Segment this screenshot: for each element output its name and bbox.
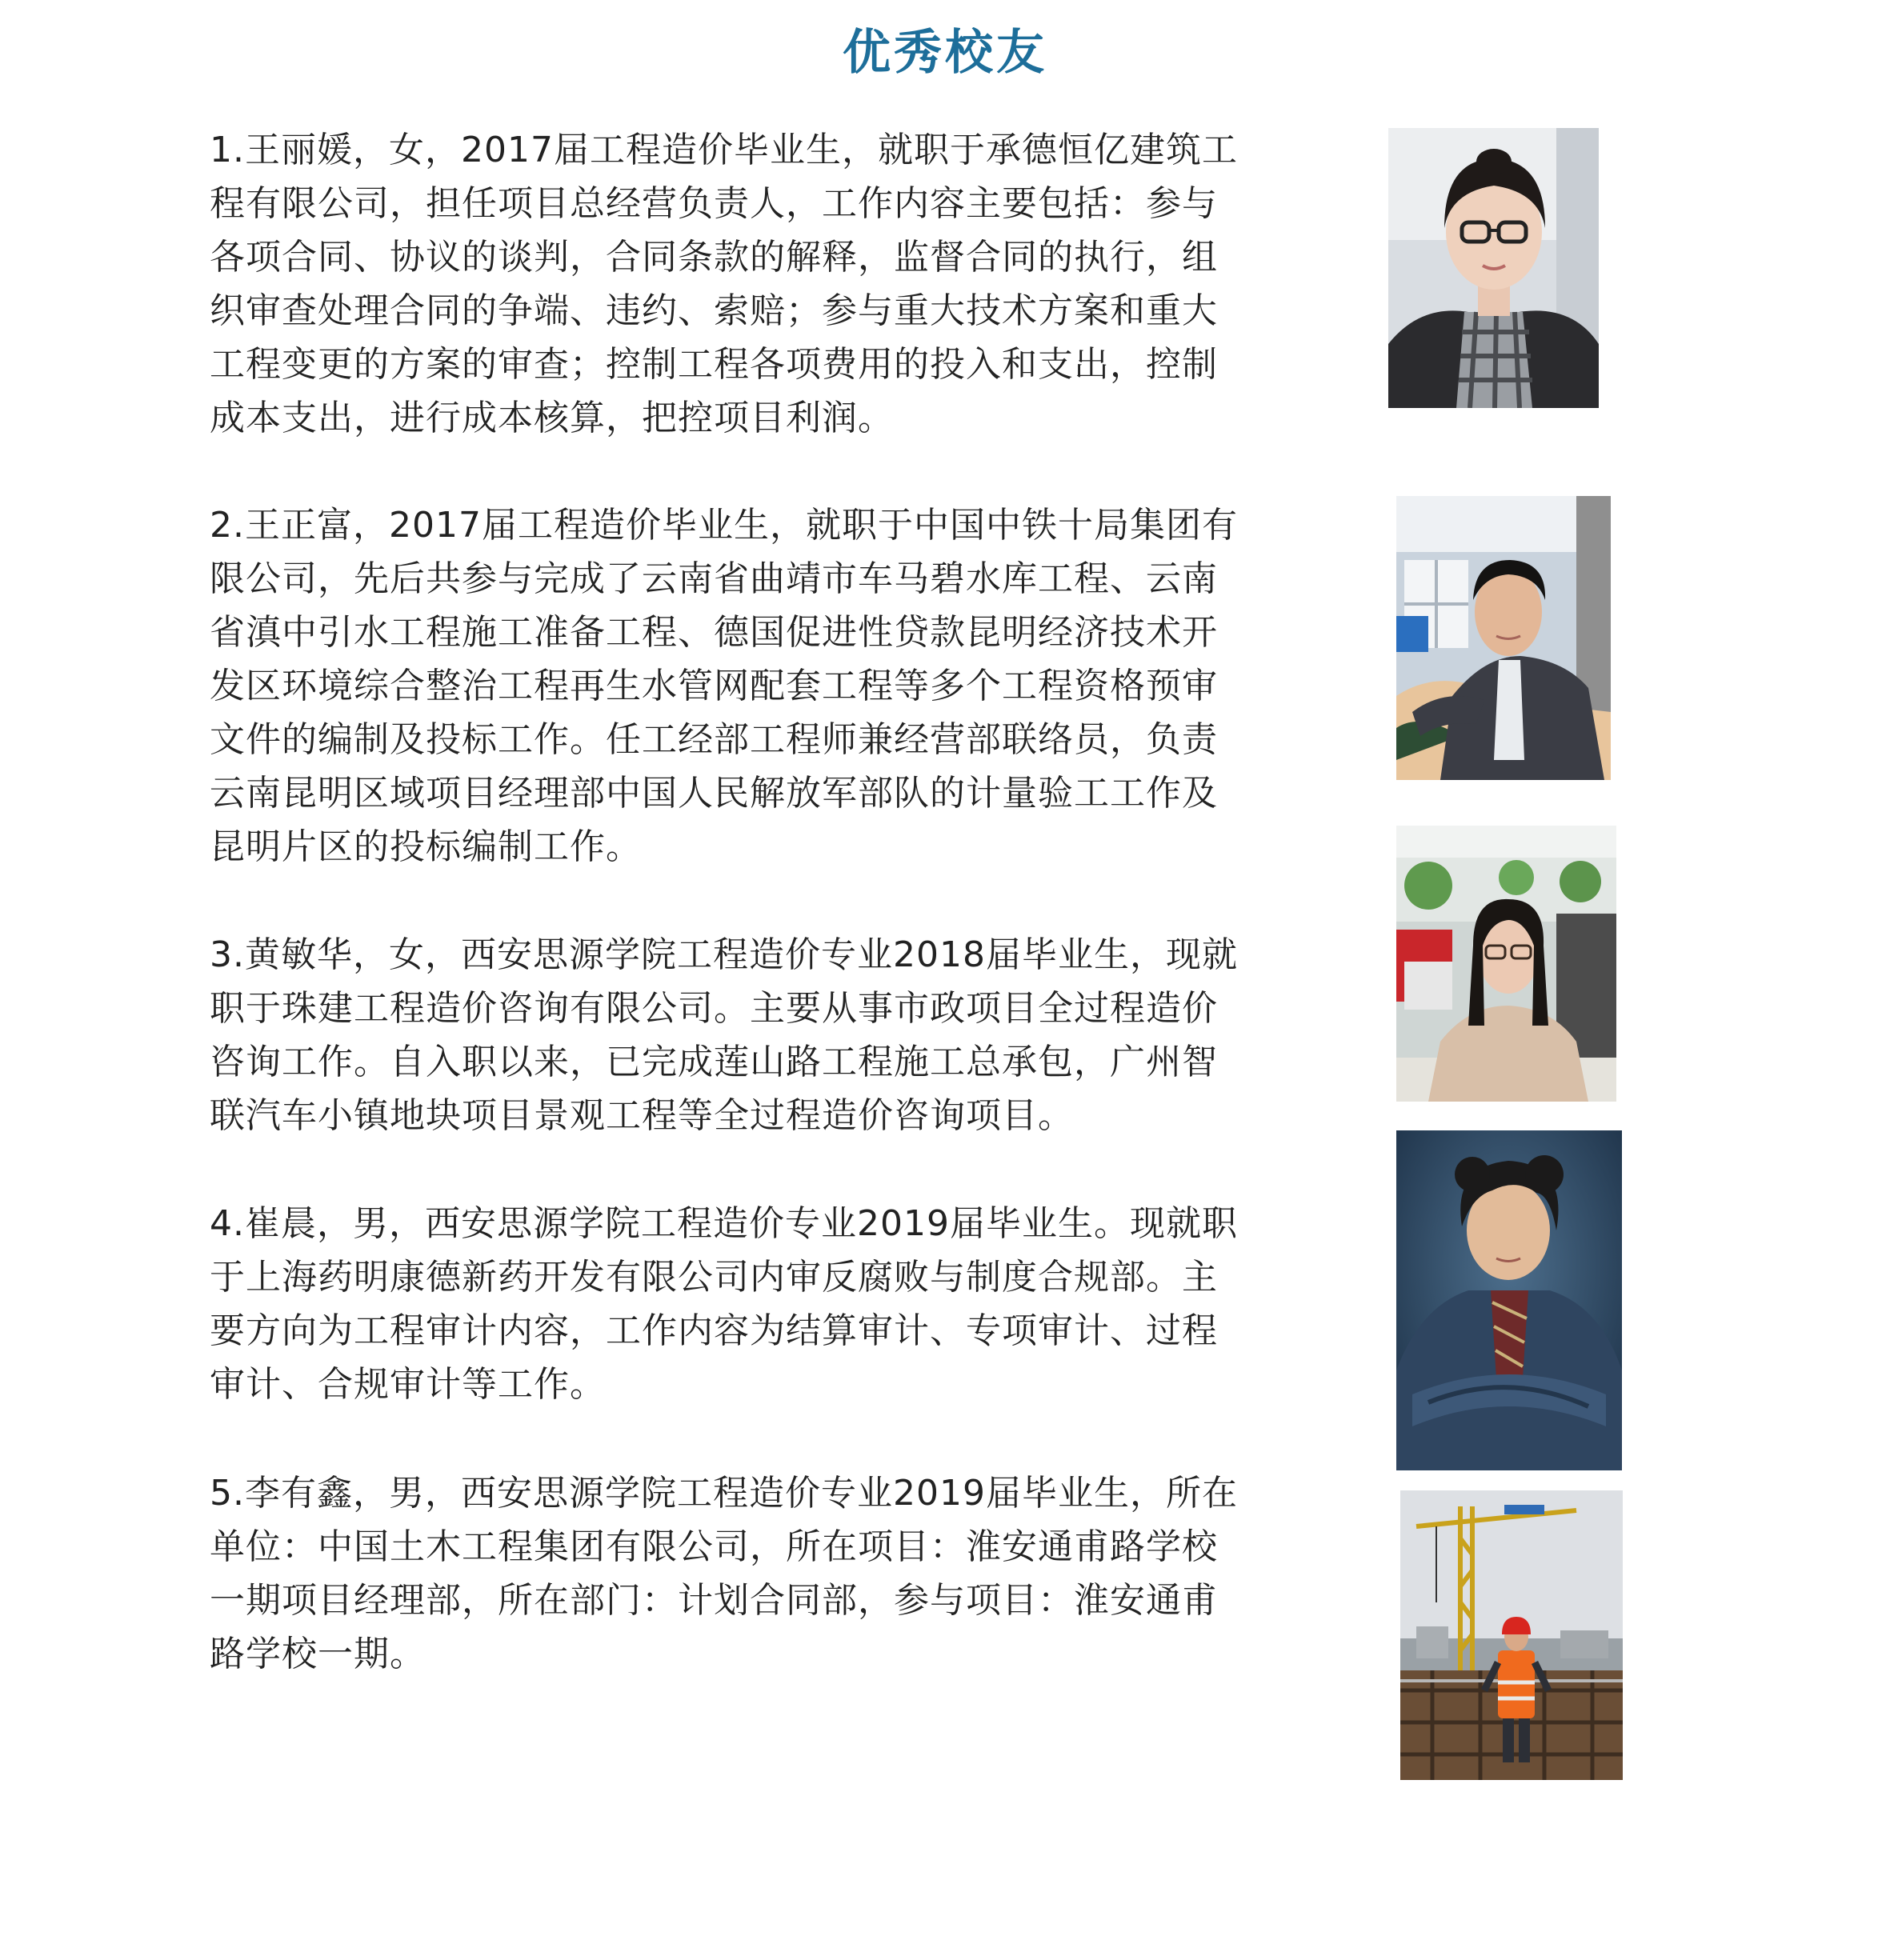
alumni-photo-2 — [1396, 496, 1611, 780]
alumni-entry-2: 2.王正富，2017届工程造价毕业生，就职于中国中铁十局集团有限公司，先后共参与完成了云南省曲靖市车马碧水库工程、云南省滇中引水工程施工准备工程、德国促进性贷款昆明经济技术开发区环境综合整治工程再生水管网配套工程等多个工程资格预审文件的编制及投标工作。任工经部工程师兼经营部联络员，负责云南昆明区域项目经理部中国人民解放军部队的计量验工工作及昆明片区的投标编制工作。 — [210, 505, 1238, 867]
alumni-photo-1 — [1388, 128, 1599, 408]
alumni-entry-4: 4.崔晨，男，西安思源学院工程造价专业2019届毕业生。现就职于上海药明康德新药开发有限公司内审反腐败与制度合规部。主要方向为工程审计内容，工作内容为结算审计、专项审计、过程审计、合规审计等工作。 — [210, 1203, 1238, 1405]
portrait-man-studio-icon — [1396, 1130, 1622, 1470]
alumni-photo-4 — [1396, 1130, 1622, 1470]
alumni-entry-3: 3.黄敏华，女，西安思源学院工程造价专业2018届毕业生，现就职于珠建工程造价咨询有限公司。主要从事市政项目全过程造价咨询工作。自入职以来，已完成莲山路工程施工总承包，广州智联汽车小镇地块项目景观工程等全过程造价咨询项目。 — [210, 934, 1238, 1136]
alumni-photo-5 — [1400, 1490, 1623, 1780]
alumni-entry-5: 5.李有鑫，男，西安思源学院工程造价专业2019届毕业生，所在单位：中国土木工程集团有限公司，所在项目：淮安通甫路学校一期项目经理部，所在部门：计划合同部，参与项目：淮安通甫路学校一期。 — [210, 1473, 1238, 1674]
portrait-woman-glasses-icon — [1388, 128, 1599, 408]
page-title: 优秀校友 — [843, 25, 1047, 81]
portrait-construction-site-icon — [1400, 1490, 1623, 1780]
alumni-entry-1: 1.王丽媛，女，2017届工程造价毕业生，就职于承德恒亿建筑工程有限公司，担任项目总经营负责人，工作内容主要包括：参与各项合同、协议的谈判，合同条款的解释，监督合同的执行，组织审查处理合同的争端、违约、索赔；参与重大技术方案和重大工程变更的方案的审查；控制工程各项费用的投入和支出，控制成本支出，进行成本核算，把控项目利润。 — [210, 130, 1238, 438]
portrait-man-office-icon — [1396, 496, 1611, 780]
alumni-photo-3 — [1396, 826, 1616, 1102]
portrait-woman-desk-icon — [1396, 826, 1616, 1102]
